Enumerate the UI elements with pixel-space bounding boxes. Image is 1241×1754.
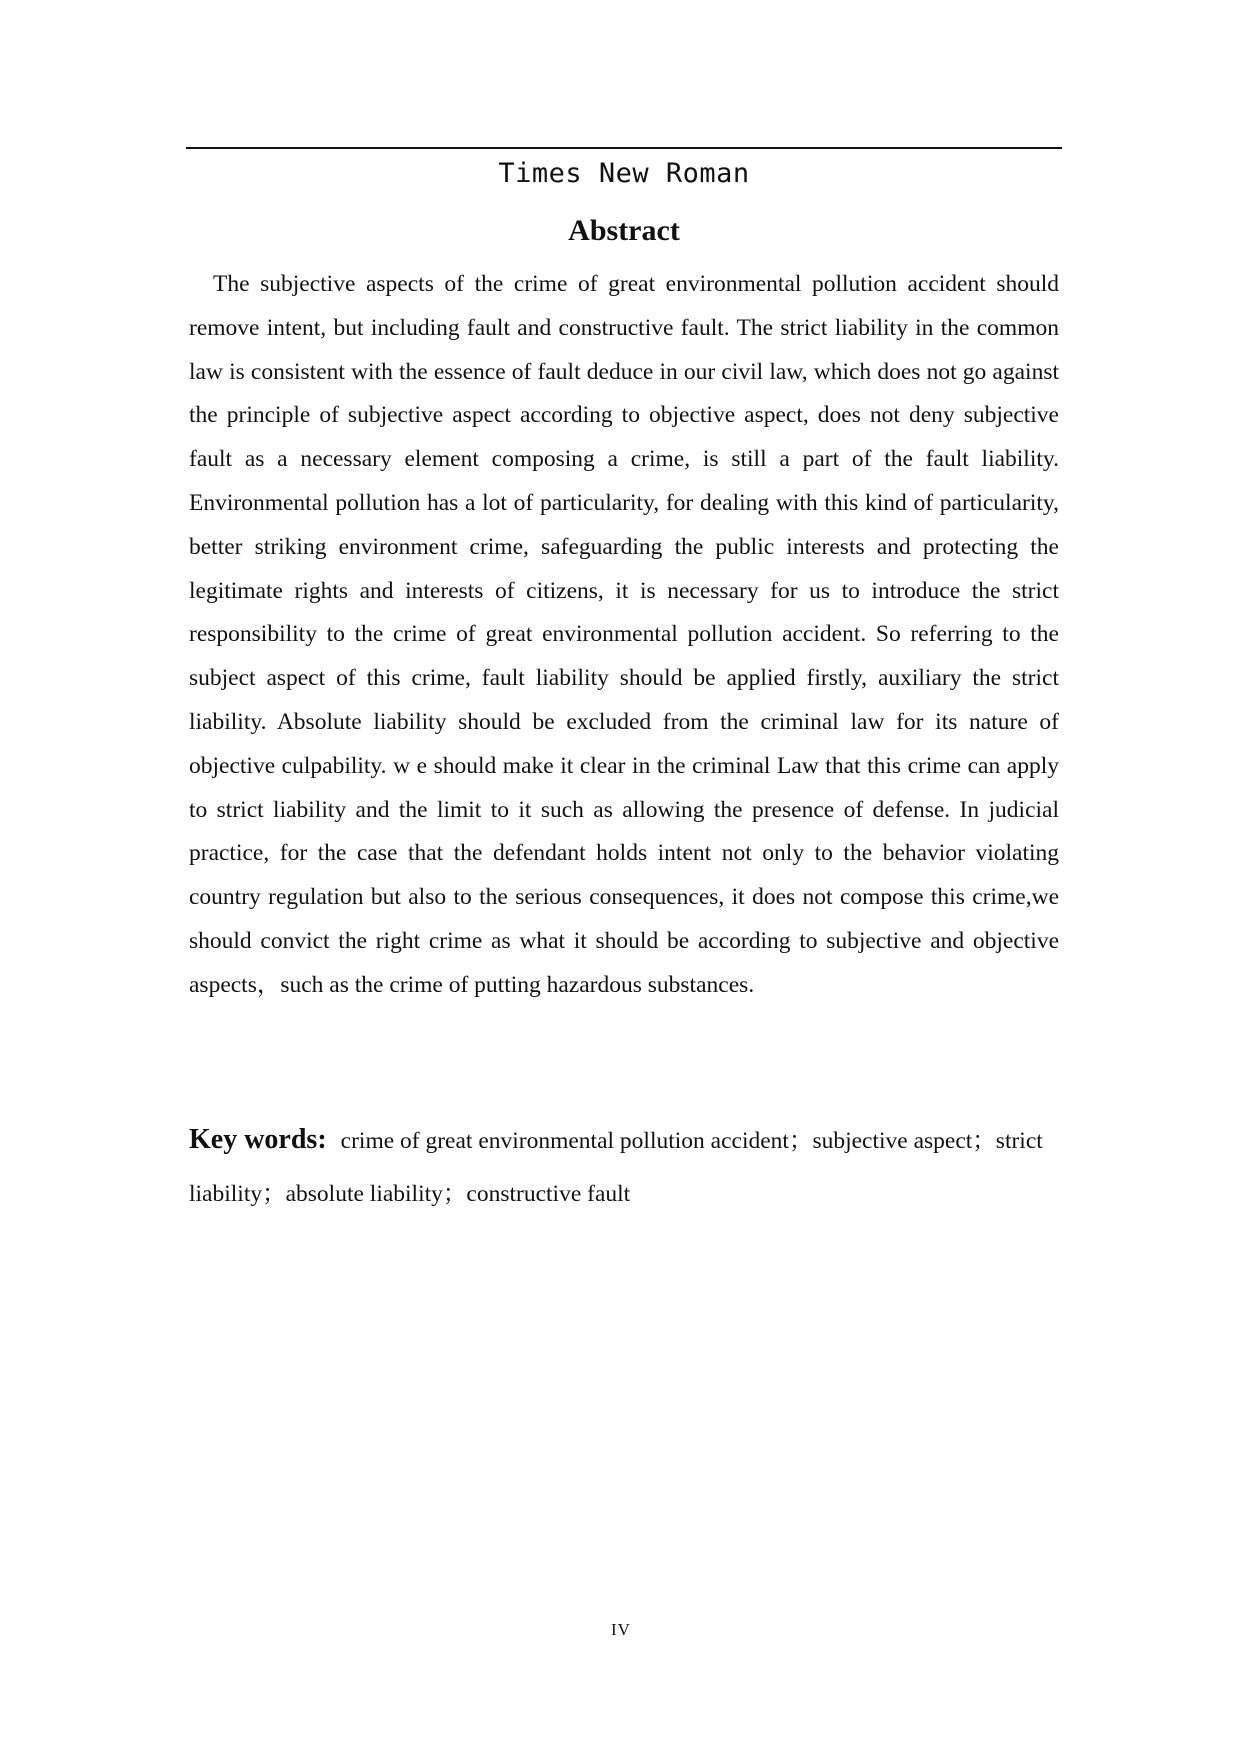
running-header: Times New Roman — [498, 158, 750, 189]
abstract-heading: Abstract — [568, 214, 680, 247]
page-number: IV — [611, 1620, 631, 1639]
abstract-paragraph: The subjective aspects of the crime of great environmental pollution accident should remove intent, but including fault and constructive fault. The strict liability in the common law is consistent with the essence of fault deduce in our civil law, which does not go against the principle of subjective aspect according to objective aspect, does not deny subjective fault as a necessary element composing a crime, is still a part of the fault liability. Environmental pollution has a lot of particularity, for dealing with this kind of particularity, better striking environment crime, safeguarding the public interests and protecting the legitimate rights and interests of citizens, it is necessary for us to introduce the strict responsibility to the crime of great environmental pollution accident. So referring to the subject aspect of this crime, fault liability should be applied firstly, auxiliary the strict liability. Absolute liability should be excluded from the criminal law for its nature of objective culpability. w e should make it clear in the criminal Law that this crime can apply to strict liability and the limit to it such as allowing the presence of defense. In judicial practice, for the case that the defendant holds intent not only to the behavior violating country regulation but also to the serious consequences, it does not compose this crime,we should convict the right crime as what it should be according to subjective and objective aspects，such as the crime of putting hazardous substances. — [189, 271, 1059, 998]
header-rule — [186, 147, 1062, 149]
keywords-label: Key words: — [189, 1124, 327, 1155]
keywords-list: crime of great environmental pollution accident；subjective aspect；strict liability；absolute liability；constructive fault — [189, 1128, 1043, 1207]
keywords-section — [189, 1113, 1059, 1221]
